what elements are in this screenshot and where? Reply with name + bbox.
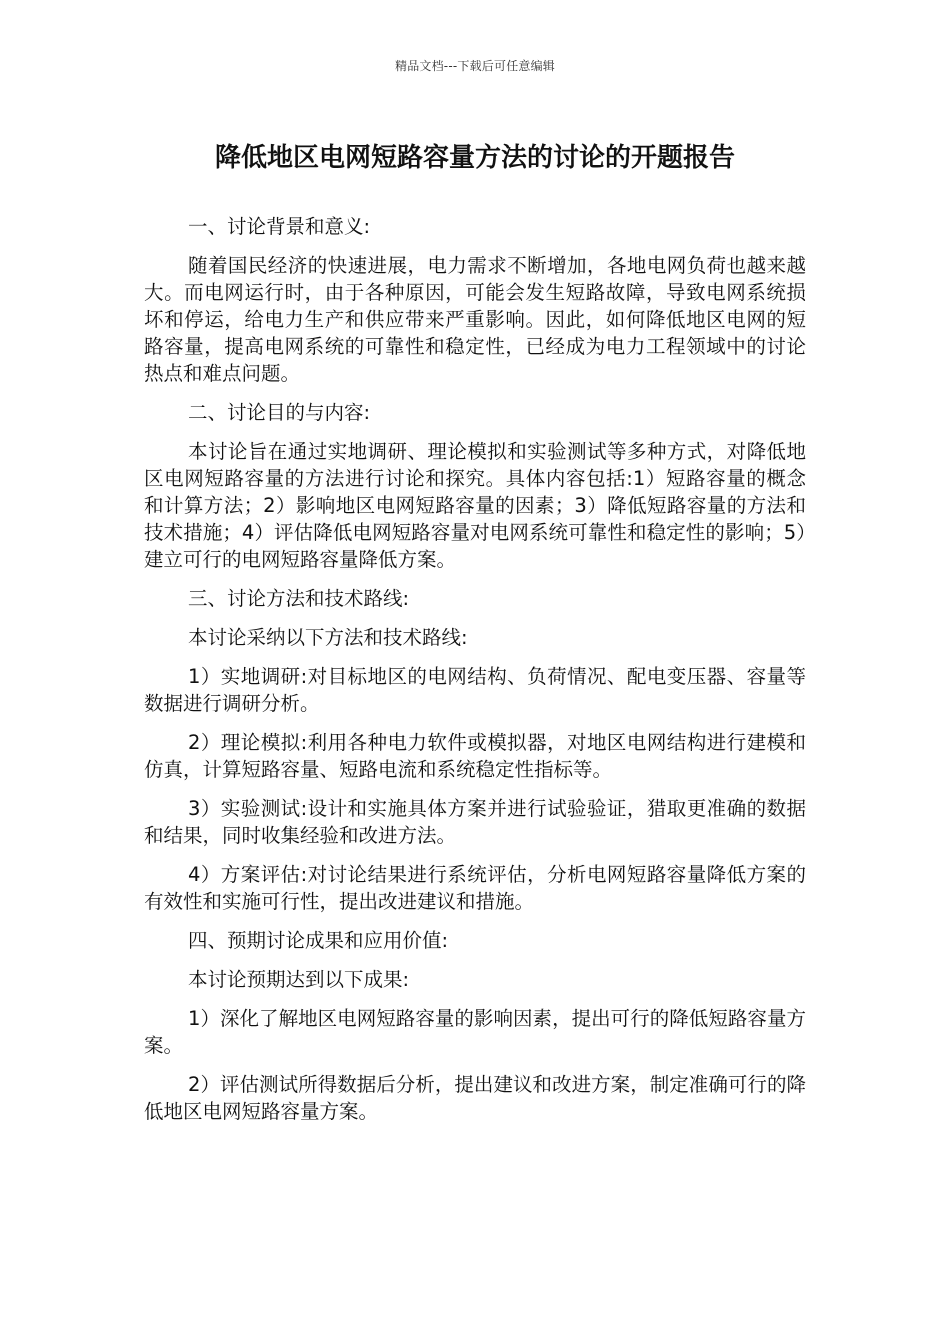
header-note: 精品文档---下载后可任意编辑 [395,59,555,73]
paragraph-background: 随着国民经济的快速进展，电力需求不断增加，各地电网负荷也越来越大。而电网运行时，由于各种原因，可能会发生短路故障，导致电网系统损坏和停运，给电力生产和供应带来严重影响。因此，如何降低地区电网的短路容量，提高电网系统的可靠性和稳定性，已经成为电力工程领域中的讨论热点和难点问题。 [144,254,806,385]
list-item-method-1: 1）实地调研:对目标地区的电网结构、负荷情况、配电变压器、容量等数据进行调研分析。 [144,665,806,715]
list-item-method-2: 2）理论模拟:利用各种电力软件或模拟器，对地区电网结构进行建模和仿真，计算短路容量、短路电流和系统稳定性指标等。 [144,731,806,781]
list-item-method-4: 4）方案评估:对讨论结果进行系统评估，分析电网短路容量降低方案的有效性和实施可行性，提出改进建议和措施。 [144,863,806,913]
section-heading-background: 一、讨论背景和意义: [188,215,371,238]
list-item-outcome-1: 1）深化了解地区电网短路容量的影响因素，提出可行的降低短路容量方案。 [144,1007,806,1057]
list-item-outcome-2: 2）评估测试所得数据后分析，提出建议和改进方案，制定准确可行的降低地区电网短路容量方案。 [144,1073,806,1123]
paragraph-purpose: 本讨论旨在通过实地调研、理论模拟和实验测试等多种方式，对降低地区电网短路容量的方法进行讨论和探究。具体内容包括:1）短路容量的概念和计算方法；2）影响地区电网短路容量的因素；3）降低短路容量的方法和技术措施；4）评估降低电网短路容量对电网系统可靠性和稳定性的影响；5）建立可行的电网短路容量降低方案。 [144,440,806,571]
document-body [144,213,806,1137]
section-heading-outcomes: 四、预期讨论成果和应用价值: [188,929,449,952]
section-heading-methods: 三、讨论方法和技术路线: [188,587,410,610]
document-title: 降低地区电网短路容量方法的讨论的开题报告 [214,143,735,173]
paragraph-methods-intro: 本讨论采纳以下方法和技术路线: [188,626,468,649]
paragraph-outcomes-intro: 本讨论预期达到以下成果: [188,968,410,991]
list-item-method-3: 3）实验测试:设计和实施具体方案并进行试验验证，猎取更准确的数据和结果，同时收集经验和改进方法。 [144,797,806,847]
section-heading-purpose: 二、讨论目的与内容: [188,401,371,424]
